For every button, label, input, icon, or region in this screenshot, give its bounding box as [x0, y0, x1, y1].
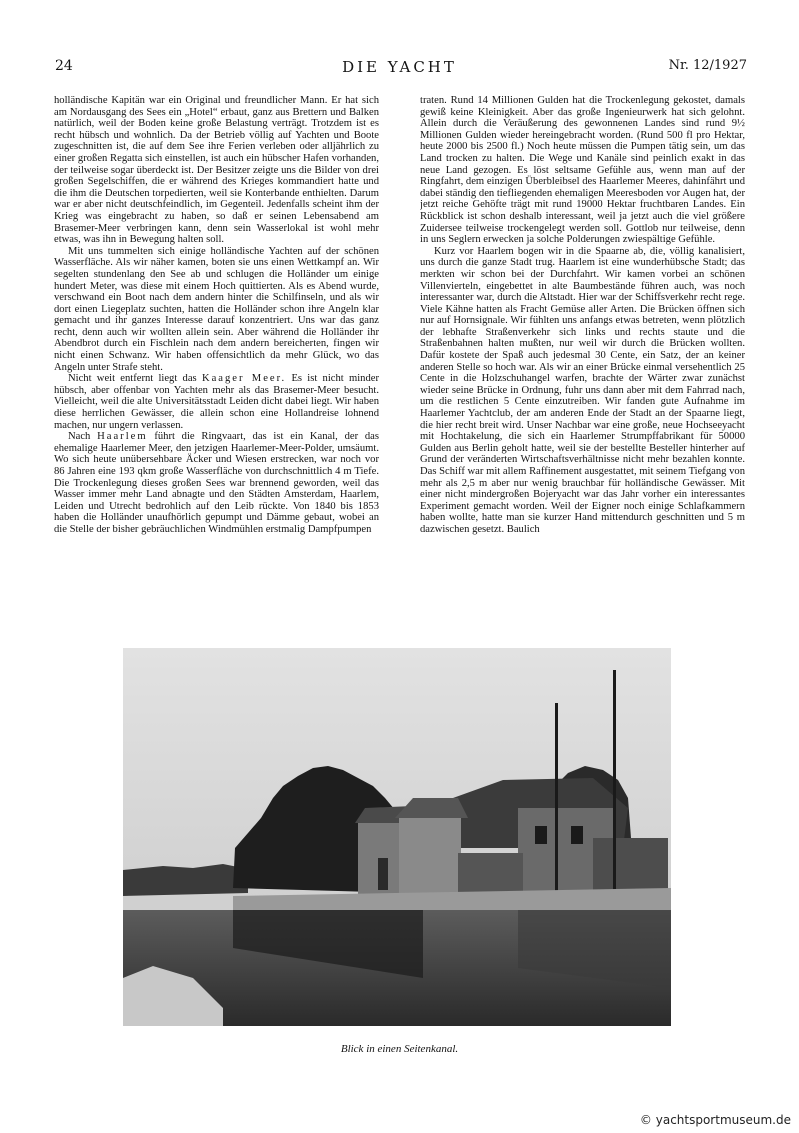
paragraph: Kurz vor Haarlem bogen wir in die Spaarne ab, die, völlig kanalisiert, uns durch die ganze Stadt trug. Haarlem ist eine wunderhübsche Stadt; das merkten wir schon bei der Durchfahrt. Wir kamen vorbei an schönen Villenvierteln, eingebettet in alte Baumbestände führen auch, was noch interessanter war, durch die Altstadt. Hier war der Schiffsverkehr recht rege. Viele Kähne hatten als Fracht Gemüse aller Arten. Die Brücken öffnen sich nur auf Hornsignale. Wir fühlten uns anfangs etwas betreten, wenn plötzlich der lebhafte Straßenverkehr sich links und rechts staute und die Straßenbahnen halten mußten, nur weil wir durch die Brücken wollten. Dafür kostete der Spaß auch jedesmal 30 Cente, ein Satz, der an keiner anderen Stelle so hoch war. Als wir an einer Brücke einmal versehentlich 25 Cente in die Holzschuhangel warfen, brachte der Wärter zwar zunächst wieder seine Brücke in Ordnung, fuhr uns dann aber mit dem Fahrrad nach, um die restlichen 5 Cente einzutreiben. Wir fanden gute Aufnahme im Haarlemer Yachtclub, der am anderen Ende der Stadt an der Spaarne liegt, die hier recht breit wird. Unser Nachbar war eine große, neue Hochseeyacht mit Hochtakelung, die sich ein Haarlemer Strumpffabrikant für 50000 Gulden aus Berlin geholt hatte, weil sie der bestellte Besteller hinterher auf Grund der veränderten Wirtschaftsverhältnisse nicht mehr bezahlen konnte. Das Schiff war mit allem Raffinement ausgestattet, mit seinem Tiefgang von mehr als 2,5 m aber nur wenig brauchbar für holländische Gewässer. Mit einer nicht mindergroßen Bojeryacht war das Jahr vorher ein interessantes Experiment gemacht worden. Weil der Eigner noch einige Schlafkammern haben wollte, hatte man sie kurzer Hand mittendurch geschnitten und 5 m dazwischen gesetzt. Baulich [420, 245, 745, 535]
rear-house-wall [399, 818, 461, 896]
paragraph: traten. Rund 14 Millionen Gulden hat die Trockenlegung gekostet, damals gewiß keine Kleinigkeit. Aber das große Ingenieurwerk hat sich gelohnt. Allein durch die Veräußerung des gewonnenen Landes sind rund 9½ Millionen Gulden wieder hereingebracht worden. (Rund 500 fl pro Hektar, heute 2000 bis 2500 fl.) Noch heute müssen die Pumpen tätig sein, um das Land trocken zu halten. Die Wege und Kanäle sind peinlich exakt in das neue Land gezogen. Es löst seltsame Gefühle aus, wenn man auf der Ringfahrt, dem einzigen Überbleibsel des Haarlemer Meeres, dahinfährt und dabei ständig den tiefliegenden ehemaligen Meeresboden vor Augen hat, der jetzt reiche Gehöfte trägt mit rund 19000 Hektar fruchtbaren Landes. Ein Rückblick ist schon deshalb interessant, weil ja jetzt auch die viel größere Zuidersee teilweise trockengelegt werden soll. Gottlob nur teilweise, denn in uns Seglern erwecken ja solche Polderungen zwiespältige Gefühle. [420, 95, 745, 246]
spaced-place-name: Haarlem [97, 431, 148, 443]
mast [555, 703, 558, 903]
page-header [0, 58, 799, 78]
magazine-title: DIE YACHT [342, 58, 457, 76]
canal-photograph [123, 648, 671, 1026]
paragraph: Nicht weit entfernt liegt das Kaager Meer. Es ist nicht minder hübsch, aber offenbar von Yachten mehr als das Brasemer-Meer besucht. Vielleicht, weil die alte Universitätsstadt Leiden dicht dabei liegt. Wir haben diese herrlichen Gewässer, die allein schon eine Hollandreise lohnend machen, nur ungern verlassen. [54, 373, 379, 431]
spaced-place-name: Kaager Meer. [201, 373, 287, 385]
page-number: 24 [55, 58, 73, 74]
left-text-column [54, 95, 379, 600]
distant-treeline [123, 864, 248, 896]
canal-scene [123, 648, 671, 1026]
paragraph: Mit uns tummelten sich einige holländische Yachten auf der schönen Wasserfläche. Als wir näher kamen, boten sie uns einen Wettkampf an. Wir segelten stundenlang den See ab und schlugen die Holländer um einige hundert Meter, was diese mit einem Hoch quittierten. Als es Abend wurde, verschwand ein Boot nach dem andern hinter die Schilfinseln, und als wir dort einen Liegeplatz suchten, hatten die Holländer schon ihre Angeln klar gemacht und ihr ganzes Interesse darauf konzentriert. Uns war das ganz recht, denn auch wir wollten allein sein. Aber während die Holländer ihr Abendbrot durch ein Fischlein nach dem andern bereicherten, fingen wir nicht einen Schwanz. Wir haben offensichtlich da mehr Glück, wo das Angeln unter Strafe steht. [54, 245, 379, 373]
door [378, 858, 388, 890]
mast [613, 670, 616, 900]
window [571, 826, 583, 844]
photo-caption: Blick in einen Seitenkanal. [340, 1043, 459, 1055]
window [535, 826, 547, 844]
paragraph: holländische Kapitän war ein Original und freundlicher Mann. Er hat sich am Nordausgang des Sees ein „Hotel“ erbaut, ganz aus Brettern und Balken natürlich, weil der Boden keine große Belastung verträgt. Trotzdem ist es recht hübsch und wohnlich. Da der Betrieb völlig auf Yachten und Boote zugeschnitten ist, die auf dem See ihre Ferien verleben oder alljährlich zu einer großen Regatta sich einstellen, ist auch ein hübscher Hafen vorhanden, der teilweise sogar überdeckt ist. Der Besitzer zeigte uns die Bilder von drei großen Segelschiffen, die er während des Krieges kommandiert hatte und die ihm die Deutschen torpedierten, weil sie Konterbande enthielten. Darum war er aber nicht deutschfeindlich, im Gegenteil. Jedenfalls scheint ihm der Krieg was eingebracht zu haben, so daß er seinen Lebensabend am Brasemer-Meer verbringen kann, denn sein Wasserlokal ist wohl mehr etwas, was ihn in Bewegung halten soll. [54, 95, 379, 246]
paragraph: Nach Haarlem führt die Ringvaart, das ist ein Kanal, der das ehemalige Haarlemer Meer, den jetzigen Haarlemer-Meer-Polder, umsäumt. Wo sich heute unübersehbare Äcker und Wiesen erstrecken, war noch vor 86 Jahren eine 193 qkm große Wasserfläche von durchschnittlich 4 m Tiefe. Die Trockenlegung dieses großen Sees war brennend geworden, weil das Wasser immer mehr Land abnagte und den Städten Amsterdam, Haarlem, Leiden und Utrecht bedrohlich auf den Leib rückte. Von 1840 bis 1853 haben die Holländer unaufhörlich gepumpt und Dämme gebaut, wobei an die Stelle der bisher gebräuchlichen Windmühlen erstmalig Dampfpumpen [54, 431, 379, 535]
issue-number: Nr. 12/1927 [668, 58, 747, 73]
copyright-watermark: © yachtsportmuseum.de [639, 1113, 791, 1127]
right-text-column [420, 95, 745, 600]
